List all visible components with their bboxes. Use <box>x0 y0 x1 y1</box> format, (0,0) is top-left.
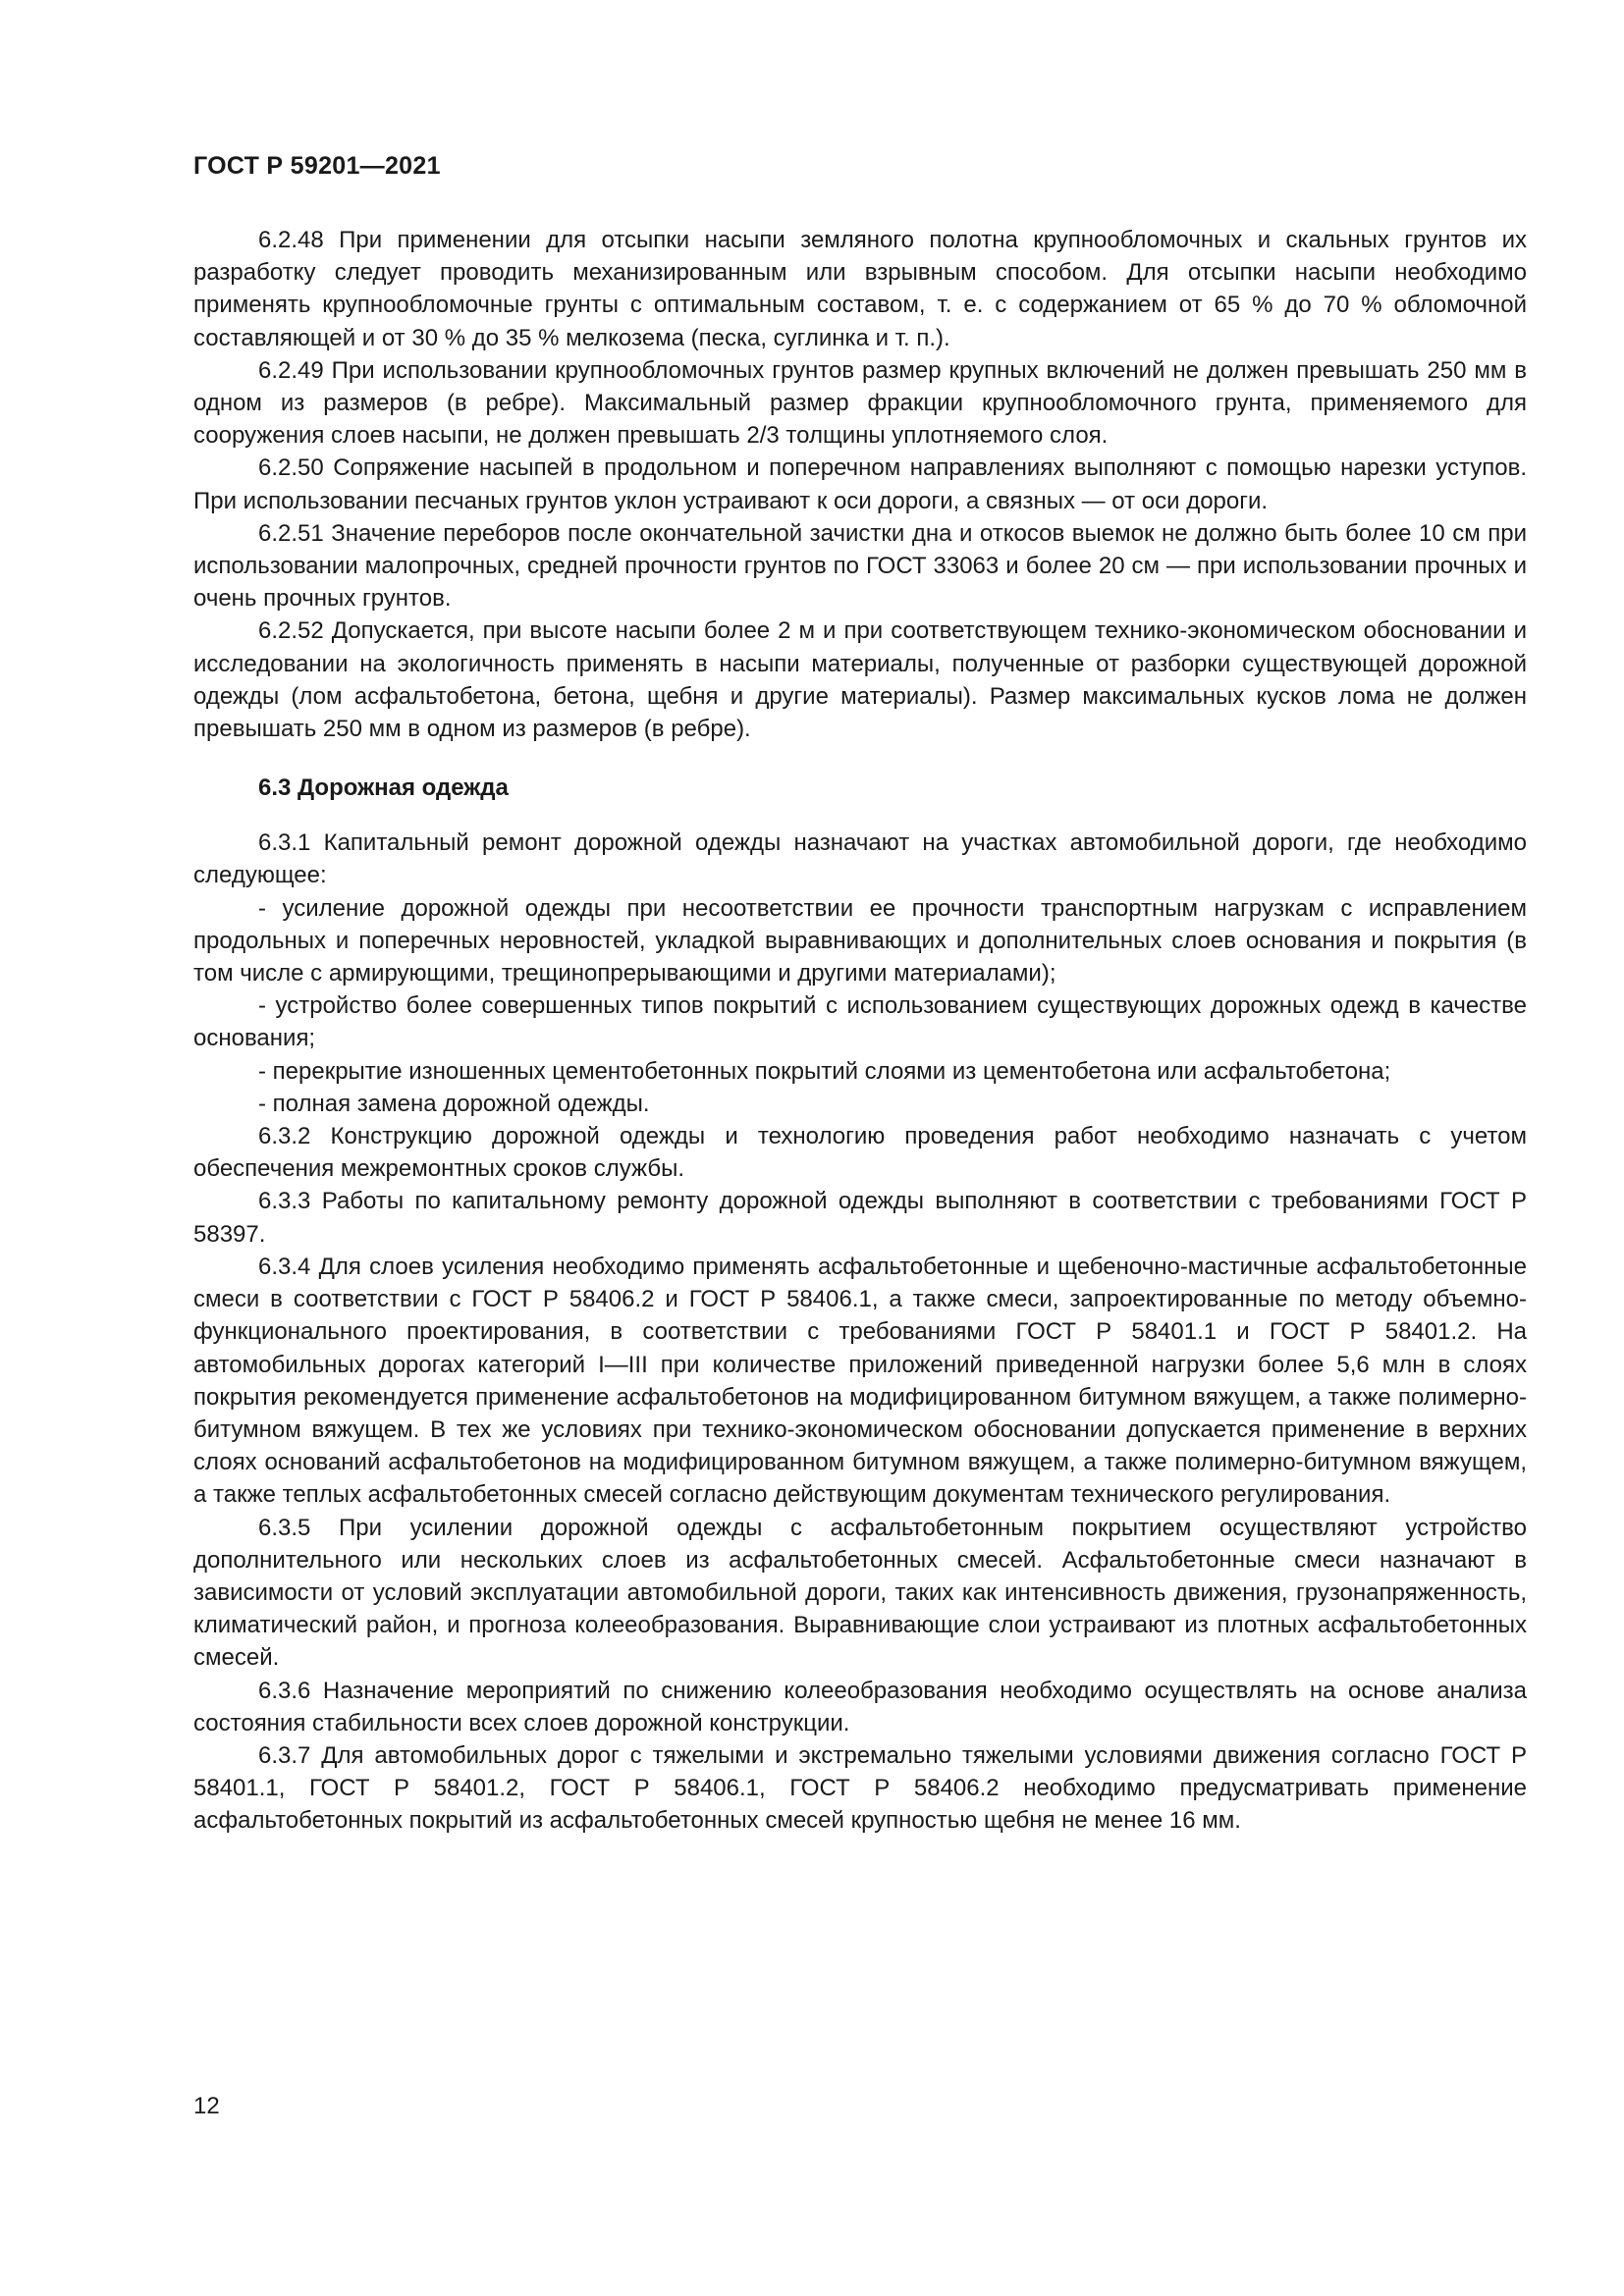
paragraph-6-3-2: 6.3.2 Конструкцию дорожной одежды и технологию проведения работ необходимо назначать с учетом обеспечения межремонтных сроков службы. <box>193 1123 1527 1183</box>
paragraph-6-3-1: 6.3.1 Капитальный ремонт дорожной одежды назначают на участках автомобильной дороги, где необходимо следующее: <box>193 829 1527 889</box>
document-body <box>193 224 1527 1838</box>
paragraph-6-2-52: 6.2.52 Допускается, при высоте насыпи более 2 м и при соответствующем технико-экономическом обосновании и исследовании на экологичность применять в насыпи материалы, полученные от разборки существующей дорожной одежды (лом асфальтобетона, бетона, щебня и другие материалы). Размер максимальных кусков лома не должен превышать 250 мм в одном из размеров (в ребре). <box>193 617 1527 743</box>
list-item-reinforcement: - усиление дорожной одежды при несоответствии ее прочности транспортным нагрузкам с исправлением продольных и поперечных неровностей, укладкой выравнивающих и дополнительных слоев основания и покрытия (в том числе с армирующими, трещинопрерывающими и другими материалами); <box>193 894 1527 988</box>
paragraph-6-2-48: 6.2.48 При применении для отсыпки насыпи земляного полотна крупнообломочных и скальных грунтов их разработку следует проводить механизированным или взрывным способом. Для отсыпки насыпи необходимо применять крупнообломочные грунты с оптимальным составом, т. е. с содержанием от 65 % до 70 % обломочной составляющей и от 30 % до 35 % мелкозема (песка, суглинка и т. п.). <box>193 227 1527 351</box>
paragraph-6-2-49: 6.2.49 При использовании крупнообломочных грунтов размер крупных включений не должен превышать 250 мм в одном из размеров (в ребре). Максимальный размер фракции крупнообломочного грунта, применяемого для сооружения слоев насыпи, не должен превышать 2/3 толщины уплотняемого слоя. <box>193 356 1527 450</box>
paragraph-6-3-5: 6.3.5 При усилении дорожной одежды с асфальтобетонным покрытием осуществляют устройство дополнительного или нескольких слоев из асфальтобетонных смесей. Асфальтобетонные смеси назначают в зависимости от условий эксплуатации автомобильной дороги, таких как интенсивность движения, грузонапряженность, климатический район, и прогноза колееобразования. Выравнивающие слои устраивают из плотных асфальтобетонных смесей. <box>193 1514 1527 1672</box>
list-item-overlay: - перекрытие изношенных цементобетонных покрытий слоями из цементобетона или асфальтобетона; <box>258 1057 1391 1085</box>
paragraph-6-3-7: 6.3.7 Для автомобильных дорог с тяжелыми и экстремально тяжелыми условиями движения согласно ГОСТ Р 58401.1, ГОСТ Р 58401.2, ГОСТ Р 58406.1, ГОСТ Р 58406.2 необходимо предусматривать применение асфальтобетонных покрытий из асфальтобетонных смесей крупностью щебня не менее 16 мм. <box>193 1741 1527 1835</box>
paragraph-6-3-3: 6.3.3 Работы по капитальному ремонту дорожной одежды выполняют в соответствии с требованиями ГОСТ Р 58397. <box>193 1188 1527 1248</box>
list-item-full-replacement: - полная замена дорожной одежды. <box>258 1090 650 1117</box>
list-item-improved-coatings: - устройство более совершенных типов покрытий с использованием существующих дорожных одежд в качестве основания; <box>193 992 1527 1052</box>
section-heading-6-3: 6.3 Дорожная одежда <box>258 774 509 802</box>
page-number: 12 <box>193 2093 220 2119</box>
paragraph-6-3-6: 6.3.6 Назначение мероприятий по снижению колееобразования необходимо осуществлять на основе анализа состояния стабильности всех слоев дорожной конструкции. <box>193 1677 1527 1736</box>
paragraph-6-2-51: 6.2.51 Значение переборов после окончательной зачистки дна и откосов выемок не должно быть более 10 см при использовании малопрочных, средней прочности грунтов по ГОСТ 33063 и более 20 см — при использовании прочных и очень прочных грунтов. <box>193 519 1527 613</box>
document-header-id: ГОСТ Р 59201—2021 <box>193 152 441 180</box>
paragraph-6-3-4: 6.3.4 Для слоев усиления необходимо применять асфальтобетонные и щебеночно-мастичные асфальтобетонные смеси в соответствии с ГОСТ Р 58406.2 и ГОСТ Р 58406.1, а также смеси, запроектированные по методу объемно-функционального проектирования, в соответствии с требованиями ГОСТ Р 58401.1 и ГОСТ Р 58401.2. На автомобильных дорогах категорий I—III при количестве приложений приведенной нагрузки более 5,6 млн в слоях покрытия рекомендуется применение асфальтобетонов на модифицированном битумном вяжущем, а также полимерно-битумном вяжущем. В тех же условиях при технико-экономическом обосновании допускается применение в верхних слоях оснований асфальтобетонов на модифицированном битумном вяжущем, а также полимерно-битумном вяжущем, а также теплых асфальтобетонных смесей согласно действующим документам технического регулирования. <box>193 1253 1527 1509</box>
paragraph-6-2-50: 6.2.50 Сопряжение насыпей в продольном и поперечном направлениях выполняют с помощью нарезки уступов. При использовании песчаных грунтов уклон устраивают к оси дороги, а связных — от оси дороги. <box>193 454 1527 514</box>
